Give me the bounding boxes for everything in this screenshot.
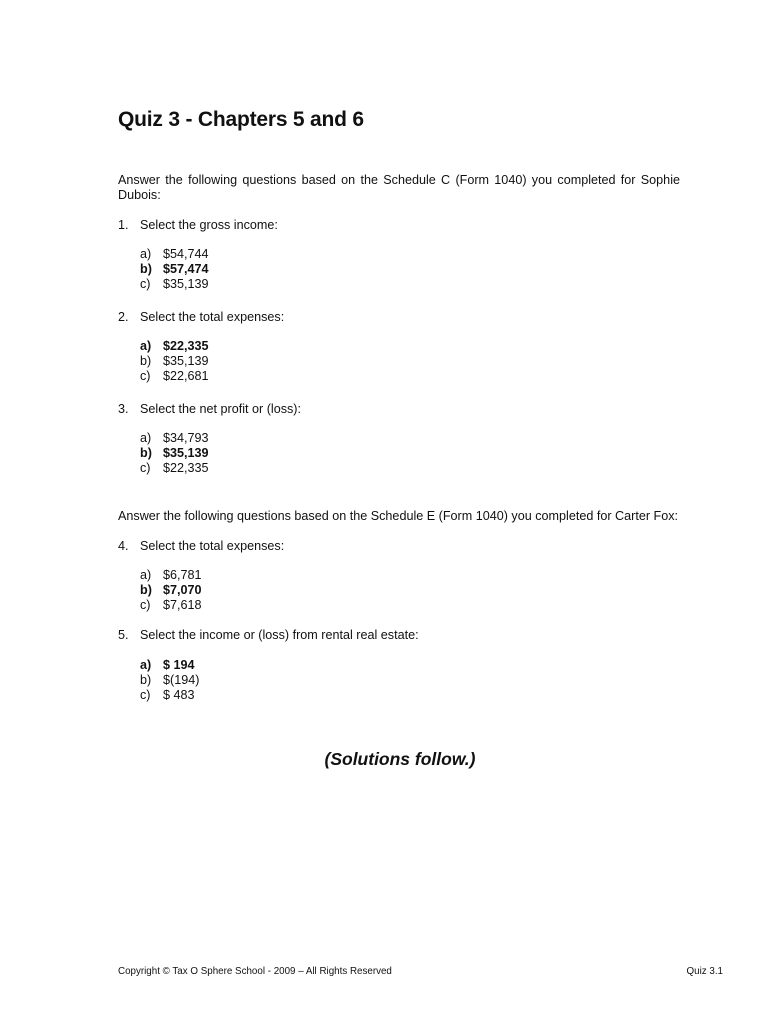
intro-schedule-c: Answer the following questions based on the Schedule C (Form 1040) you completed for Sophie Dubois: — [118, 173, 680, 202]
option-value: $35,139 — [163, 277, 209, 291]
option-value: $57,474 — [163, 262, 209, 276]
option-5c — [140, 688, 199, 703]
option-value: $(194) — [163, 673, 200, 687]
solutions-note: (Solutions follow.) — [324, 749, 476, 769]
option-5a-correct — [140, 658, 199, 673]
option-value: $35,139 — [163, 354, 209, 368]
question-number: 2. — [118, 310, 129, 324]
question-5 — [118, 628, 419, 643]
page-title: Quiz 3 - Chapters 5 and 6 — [118, 108, 364, 131]
option-letter: a) — [140, 568, 152, 582]
question-2 — [118, 310, 284, 325]
question-1 — [118, 218, 278, 233]
option-letter: c) — [140, 461, 151, 475]
option-value: $ 194 — [163, 658, 195, 672]
option-letter: c) — [140, 598, 151, 612]
question-3 — [118, 402, 301, 417]
option-letter: a) — [140, 339, 152, 353]
option-letter: c) — [140, 277, 151, 291]
options-3 — [140, 431, 209, 476]
options-2 — [140, 339, 209, 384]
option-value: $7,618 — [163, 598, 202, 612]
option-1a — [140, 247, 209, 262]
options-5 — [140, 658, 199, 703]
footer-copyright: Copyright © Tax O Sphere School - 2009 – All Rights Reserved — [118, 966, 392, 977]
option-letter: b) — [140, 583, 152, 597]
option-1c — [140, 277, 209, 292]
question-text: Select the total expenses: — [140, 310, 285, 324]
option-1b-correct — [140, 262, 209, 277]
option-value: $22,681 — [163, 369, 209, 383]
option-value: $54,744 — [163, 247, 209, 261]
footer-page-label: Quiz 3.1 — [686, 966, 723, 977]
option-3c — [140, 461, 209, 476]
question-4 — [118, 539, 284, 554]
option-letter: c) — [140, 369, 151, 383]
option-4b-correct — [140, 583, 202, 598]
option-3a — [140, 431, 209, 446]
question-number: 4. — [118, 539, 129, 553]
option-letter: b) — [140, 354, 152, 368]
option-letter: a) — [140, 431, 152, 445]
option-letter: b) — [140, 262, 152, 276]
question-text: Select the income or (loss) from rental real estate: — [140, 628, 419, 642]
option-5b — [140, 673, 199, 688]
option-2a-correct — [140, 339, 209, 354]
option-letter: b) — [140, 446, 152, 460]
option-value: $35,139 — [163, 446, 209, 460]
option-value: $34,793 — [163, 431, 209, 445]
option-value: $22,335 — [163, 339, 209, 353]
question-text: Select the gross income: — [140, 218, 278, 232]
option-letter: a) — [140, 247, 152, 261]
intro-schedule-e: Answer the following questions based on the Schedule E (Form 1040) you completed for Carter Fox: — [118, 509, 679, 523]
option-letter: a) — [140, 658, 152, 672]
question-text: Select the total expenses: — [140, 539, 285, 553]
options-4 — [140, 568, 202, 613]
options-1 — [140, 247, 209, 292]
option-value: $22,335 — [163, 461, 209, 475]
question-number: 1. — [118, 218, 129, 232]
option-4c — [140, 598, 202, 613]
option-value: $7,070 — [163, 583, 202, 597]
option-letter: c) — [140, 688, 151, 702]
option-3b-correct — [140, 446, 209, 461]
option-letter: b) — [140, 673, 152, 687]
option-2c — [140, 369, 209, 384]
option-4a — [140, 568, 202, 583]
question-number: 5. — [118, 628, 129, 642]
option-value: $ 483 — [163, 688, 195, 702]
option-2b — [140, 354, 209, 369]
question-number: 3. — [118, 402, 129, 416]
question-text: Select the net profit or (loss): — [140, 402, 301, 416]
option-value: $6,781 — [163, 568, 202, 582]
